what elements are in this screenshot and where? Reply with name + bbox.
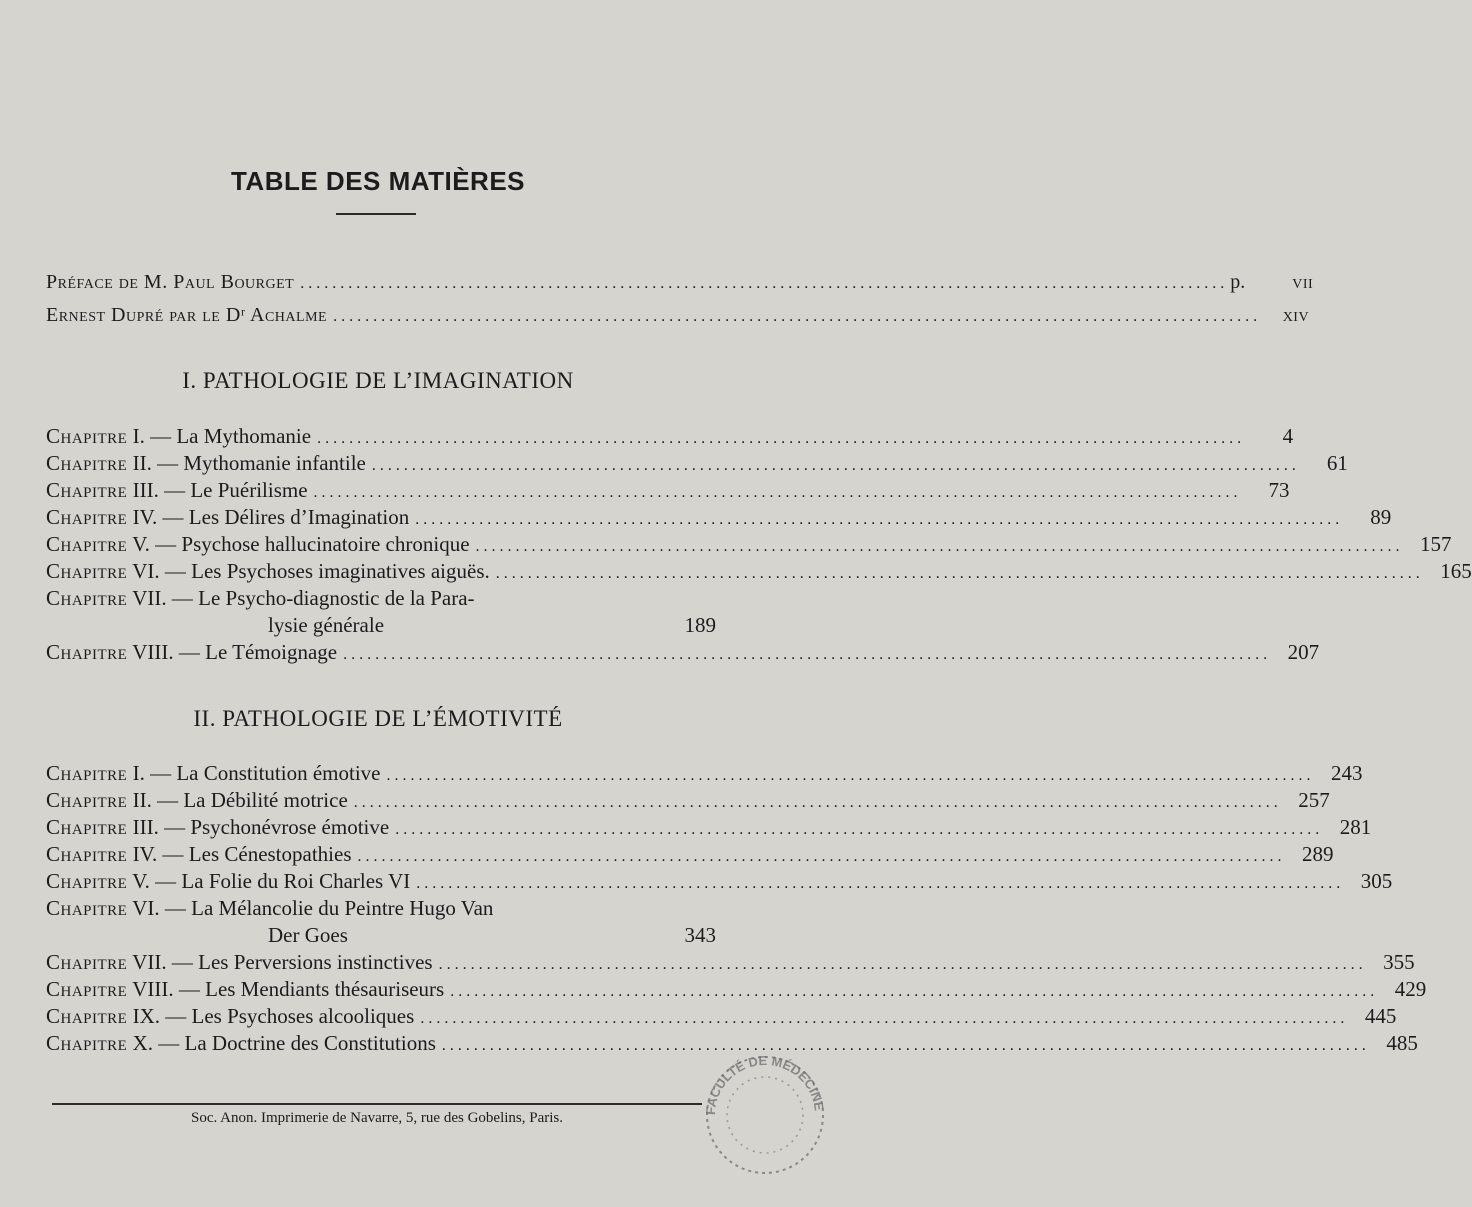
dot-leader bbox=[439, 951, 1363, 978]
dot-leader bbox=[450, 978, 1374, 1005]
chapter-title: IV. — Les Cénestopathies bbox=[132, 842, 352, 866]
chapter-title: II. — La Débilité motrice bbox=[132, 788, 348, 812]
page-number: 189 bbox=[684, 613, 716, 637]
page-number: xiv bbox=[1282, 304, 1310, 326]
chapter-prefix: Chapitre bbox=[46, 478, 128, 502]
chapter-label bbox=[46, 760, 380, 787]
footer-rule bbox=[52, 1103, 702, 1105]
chapter-entry bbox=[46, 976, 1427, 1003]
page-number: 73 bbox=[1268, 478, 1290, 502]
dot-leader bbox=[354, 789, 1278, 816]
biography-label: Ernest Dupré par le Dʳ Achalme bbox=[46, 304, 328, 326]
chapter-prefix: Chapitre bbox=[46, 1004, 128, 1028]
dot-leader bbox=[415, 506, 1339, 533]
chapter-label bbox=[46, 1003, 414, 1030]
chapter-title-continuation: Der Goes bbox=[268, 923, 348, 947]
chapter-entry bbox=[46, 841, 1334, 868]
chapter-title: IX. — Les Psychoses alcooliques bbox=[132, 1004, 415, 1028]
chapter-entry-continuation bbox=[46, 612, 716, 639]
chapter-title: V. — La Folie du Roi Charles VI bbox=[132, 869, 411, 893]
chapter-label bbox=[46, 949, 433, 976]
chapter-title: III. — Psychonévrose émotive bbox=[132, 815, 390, 839]
page-number: 157 bbox=[1420, 532, 1452, 556]
preface-label: Préface de M. Paul Bourget bbox=[46, 271, 295, 293]
chapter-prefix: Chapitre bbox=[46, 815, 128, 839]
chapter-prefix: Chapitre bbox=[46, 950, 128, 974]
chapter-prefix: Chapitre bbox=[46, 761, 128, 785]
chapter-prefix: Chapitre bbox=[46, 451, 128, 475]
chapter-entry bbox=[46, 949, 1415, 976]
chapter-title: I. — La Mythomanie bbox=[132, 424, 312, 448]
chapter-label bbox=[46, 477, 308, 504]
chapter-entry bbox=[46, 787, 1330, 814]
page-number: 429 bbox=[1394, 977, 1427, 1001]
page-number: 485 bbox=[1386, 1031, 1418, 1055]
chapter-prefix: Chapitre bbox=[46, 559, 128, 583]
chapter-prefix: Chapitre bbox=[46, 788, 128, 812]
stamp-text: FACULTÉ DE MÉDECINE bbox=[702, 1052, 827, 1116]
chapter-label bbox=[46, 423, 311, 450]
chapter-label bbox=[46, 531, 470, 558]
chapter-entry bbox=[46, 1030, 1418, 1057]
chapter-prefix: Chapitre bbox=[46, 977, 128, 1001]
chapter-label bbox=[46, 976, 444, 1003]
library-stamp-icon bbox=[700, 1050, 830, 1180]
chapter-entry-first-line bbox=[46, 895, 716, 922]
chapter-entry bbox=[46, 558, 1472, 585]
section1-chapter-list bbox=[46, 423, 1472, 666]
chapter-prefix: Chapitre bbox=[46, 586, 128, 610]
chapter-prefix: Chapitre bbox=[46, 1031, 128, 1055]
chapter-label bbox=[46, 504, 409, 531]
chapter-title: II. — Mythomanie infantile bbox=[132, 451, 366, 475]
page-number: 445 bbox=[1364, 1004, 1397, 1028]
page-title: TABLE DES MATIÈRES bbox=[230, 166, 526, 196]
chapter-entry bbox=[46, 814, 1372, 841]
chapter-entry bbox=[46, 868, 1393, 895]
chapter-label bbox=[46, 450, 366, 477]
dot-leader bbox=[343, 641, 1267, 668]
page-number: 207 bbox=[1287, 640, 1320, 664]
chapter-prefix: Chapitre bbox=[46, 640, 128, 664]
chapter-title: V. — Psychose hallucinatoire chronique bbox=[132, 532, 470, 556]
chapter-prefix: Chapitre bbox=[46, 424, 128, 448]
dot-leader bbox=[314, 479, 1238, 506]
page-number: 243 bbox=[1330, 761, 1363, 785]
chapter-entry-continuation bbox=[46, 922, 716, 949]
page-number: 355 bbox=[1383, 950, 1415, 974]
dot-leader bbox=[442, 1032, 1366, 1059]
chapter-title-continuation: lysie générale bbox=[268, 613, 385, 637]
chapter-label bbox=[46, 1030, 436, 1057]
page-number: vii bbox=[1292, 271, 1314, 293]
chapter-entry bbox=[46, 639, 1320, 666]
chapter-title: VIII. — Les Mendiants thésauriseurs bbox=[132, 977, 445, 1001]
page-number: 257 bbox=[1298, 788, 1330, 812]
dot-leader bbox=[395, 816, 1319, 843]
biography-entry bbox=[46, 299, 1310, 332]
chapter-label bbox=[46, 787, 348, 814]
chapter-title: I. — La Constitution émotive bbox=[132, 761, 381, 785]
page-number: 289 bbox=[1302, 842, 1334, 866]
chapter-title: VII. — Les Perversions instinctives bbox=[132, 950, 433, 974]
chapter-title: VII. — Le Psycho-diagnostic de la Para- bbox=[132, 586, 475, 610]
chapter-prefix: Chapitre bbox=[46, 505, 128, 529]
chapter-entry bbox=[46, 477, 1290, 504]
preface-entry bbox=[46, 266, 1314, 299]
svg-text:FACULTÉ DE MÉDECINE bbox=[703, 1053, 827, 1115]
chapter-prefix: Chapitre bbox=[46, 532, 128, 556]
chapter-prefix: Chapitre bbox=[46, 842, 128, 866]
chapter-label bbox=[46, 841, 352, 868]
chapter-label bbox=[46, 558, 490, 585]
page-number: 281 bbox=[1339, 815, 1372, 839]
section-heading-emotivite: II. PATHOLOGIE DE L’ÉMOTIVITÉ bbox=[193, 706, 563, 731]
section-heading-imagination: I. PATHOLOGIE DE L’IMAGINATION bbox=[182, 368, 574, 393]
chapter-entry bbox=[46, 1003, 1397, 1030]
chapter-label bbox=[46, 639, 337, 666]
section2-chapter-list bbox=[46, 760, 1427, 1057]
chapter-title: VI. — Les Psychoses imaginatives aiguës. bbox=[132, 559, 490, 583]
page-number: 343 bbox=[684, 923, 716, 947]
chapter-entry bbox=[46, 504, 1392, 531]
dot-leader bbox=[333, 300, 1257, 333]
dot-leader bbox=[420, 1005, 1344, 1032]
chapter-entry bbox=[46, 450, 1348, 477]
preliminaries-list bbox=[46, 266, 1314, 332]
chapter-label bbox=[46, 868, 410, 895]
dot-leader bbox=[372, 452, 1296, 479]
dot-leader bbox=[416, 870, 1340, 897]
chapter-label bbox=[46, 814, 389, 841]
page-abbrev: p. bbox=[1230, 271, 1246, 293]
dot-leader bbox=[317, 425, 1241, 452]
chapter-entry bbox=[46, 760, 1363, 787]
chapter-title: VIII. — Le Témoignage bbox=[132, 640, 338, 664]
chapter-title: IV. — Les Délires d’Imagination bbox=[132, 505, 410, 529]
chapter-prefix: Chapitre bbox=[46, 896, 128, 920]
chapter-prefix: Chapitre bbox=[46, 869, 128, 893]
chapter-title: III. — Le Puérilisme bbox=[132, 478, 308, 502]
chapter-entry-first-line bbox=[46, 585, 716, 612]
dot-leader bbox=[300, 267, 1224, 300]
dot-leader bbox=[358, 843, 1282, 870]
title-rule bbox=[336, 213, 416, 215]
dot-leader bbox=[496, 560, 1420, 587]
chapter-entry bbox=[46, 423, 1294, 450]
chapter-title: VI. — La Mélancolie du Peintre Hugo Van bbox=[132, 896, 494, 920]
page-number: 305 bbox=[1360, 869, 1393, 893]
printer-imprint: Soc. Anon. Imprimerie de Navarre, 5, rue des Gobelins, Paris. bbox=[191, 1110, 563, 1126]
page-number: 89 bbox=[1370, 505, 1392, 529]
page-number: 4 bbox=[1282, 424, 1294, 448]
chapter-entry bbox=[46, 531, 1452, 558]
chapter-title: X. — La Doctrine des Constitutions bbox=[132, 1031, 436, 1055]
dot-leader bbox=[476, 533, 1400, 560]
dot-leader bbox=[386, 762, 1310, 789]
page-number: 61 bbox=[1326, 451, 1348, 475]
page-number: 165 bbox=[1440, 559, 1472, 583]
